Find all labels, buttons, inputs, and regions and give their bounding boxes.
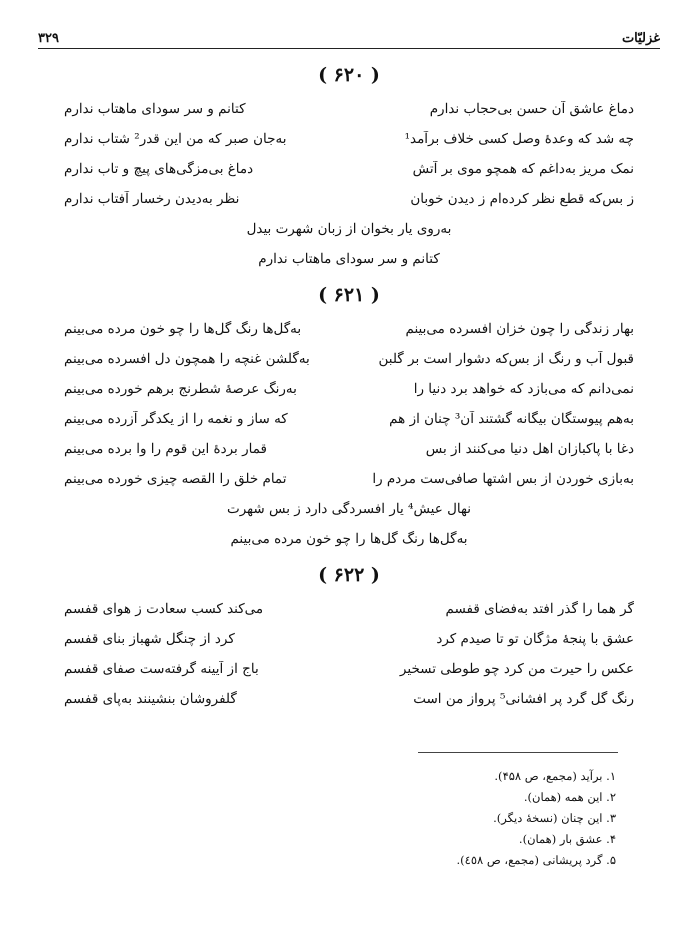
hemistich-second: به‌گلشن غنچه را همچون دل افسرده می‌بینم (64, 351, 310, 367)
hemistich-second: کرد از چنگل شهباز بنای قفسم (64, 631, 235, 647)
hemistich-first: نمی‌دانم که می‌بازد که خواهد برد دنیا را (413, 381, 634, 397)
hemistich-first: به‌هم پیوستگان بیگانه گشتند آن³ چنان از هم (389, 411, 634, 427)
footnote: ۴. عشق بار (همان). (518, 832, 616, 846)
header-divider (38, 48, 660, 49)
hemistich-second: تمام خلق را القصه چیزی خورده می‌بینم (64, 471, 287, 487)
hemistich-second: به‌جان صبر که من این قدر² شتاب ندارم (64, 131, 287, 147)
hemistich-second: به‌رنگ عرصهٔ شطرنج برهم خورده می‌بینم (64, 381, 297, 397)
couplet (64, 344, 634, 374)
hemistich-second: که ساز و نغمه را از یکدگر آزرده می‌بینم (64, 411, 288, 427)
hemistich-first: نمک مریز به‌داغم که همچو موی بر آتش (412, 161, 634, 177)
final-couplet-first: به‌روی یار بخوان از زبان شهرت بیدل (246, 221, 452, 237)
hemistich-second: باج از آیینه گرفته‌ست صفای قفسم (64, 661, 259, 677)
couplet (64, 184, 634, 214)
couplet (64, 684, 634, 714)
hemistich-first: دغا با پاکبازان اهل دنیا می‌کنند از بس (425, 441, 634, 457)
hemistich-first: رنگ گل گرد پر افشانی⁵ پرواز من است (413, 691, 634, 707)
poem-title: ( ۶۲۰ ) (318, 64, 380, 86)
page-header (38, 24, 660, 46)
poem-title: ( ۶۲۲ ) (318, 564, 380, 586)
couplet (64, 374, 634, 404)
couplet (64, 464, 634, 494)
hemistich-first: عشق با پنجهٔ مژگان تو تا صیدم کرد (436, 631, 634, 647)
footnote: ۳. این چنان (نسخهٔ دیگر). (493, 811, 616, 825)
hemistich-second: دماغ بی‌مزگی‌های پیچ و تاب ندارم (64, 161, 254, 177)
section-title: غزلیّات (621, 31, 660, 46)
final-couplet-second: به‌گل‌ها رنگ گل‌ها را چو خون مرده می‌بینم (230, 531, 468, 547)
hemistich-first: دماغ عاشق آن حسن بی‌حجاب ندارم (429, 101, 634, 117)
poem-621 (64, 284, 634, 554)
hemistich-second: قمار بردهٔ این قوم را وا برده می‌بینم (64, 441, 267, 457)
hemistich-second: کتانم و سر سودای ماهتاب ندارم (64, 101, 246, 117)
footnote: ۲. این همه (همان). (523, 790, 616, 804)
poems-container (64, 58, 634, 724)
couplet (64, 654, 634, 684)
hemistich-first: عکس را حیرت من کرد چو طوطی تسخیر (399, 661, 634, 677)
couplet (64, 154, 634, 184)
hemistich-second: می‌کند کسب سعادت ز هوای قفسم (64, 601, 264, 617)
hemistich-first: ز بس‌که قطع نظر کرده‌ام ز دیدن خوبان (410, 191, 634, 207)
hemistich-first: بهار زندگی را چون خزان افسرده می‌بینم (405, 321, 634, 337)
couplet (64, 404, 634, 434)
footnote-divider (418, 752, 618, 753)
footnotes (457, 766, 617, 871)
couplet (64, 624, 634, 654)
hemistich-second: نظر به‌دیدن رخسار آفتاب ندارم (64, 191, 240, 207)
footnote: ۵. گرد پریشانی (مجمع، ص ٤٥٨). (456, 853, 616, 867)
final-couplet-first: نهال عیش⁴ یار افسردگی دارد ز بس شهرت (227, 501, 471, 517)
hemistich-first: چه شد که وعدهٔ وصل کسی خلاف برآمد¹ (404, 131, 634, 147)
hemistich-second: گلفروشان بنشینند به‌پای قفسم (64, 691, 237, 707)
poem-622 (64, 564, 634, 714)
couplet (64, 434, 634, 464)
hemistich-second: به‌گل‌ها رنگ گل‌ها را چو خون مرده می‌بینم (64, 321, 302, 337)
couplet (64, 314, 634, 344)
couplet (64, 124, 634, 154)
couplet (64, 94, 634, 124)
hemistich-first: گر هما را گذر افتد به‌فضای قفسم (445, 601, 634, 617)
page-number: ۳۲۹ (38, 31, 59, 46)
couplet (64, 594, 634, 624)
hemistich-first: به‌بازی خوردن از بس اشتها صافی‌ست مردم را (372, 471, 634, 487)
footnote: ۱. برآید (مجمع، ص ۴۵۸). (494, 769, 616, 783)
final-couplet-second: کتانم و سر سودای ماهتاب ندارم (258, 251, 440, 267)
poem-title: ( ۶۲۱ ) (318, 284, 380, 306)
poem-620 (64, 64, 634, 274)
hemistich-first: قبول آب و رنگ از بس‌که دشوار است بر گلبن (378, 351, 634, 367)
